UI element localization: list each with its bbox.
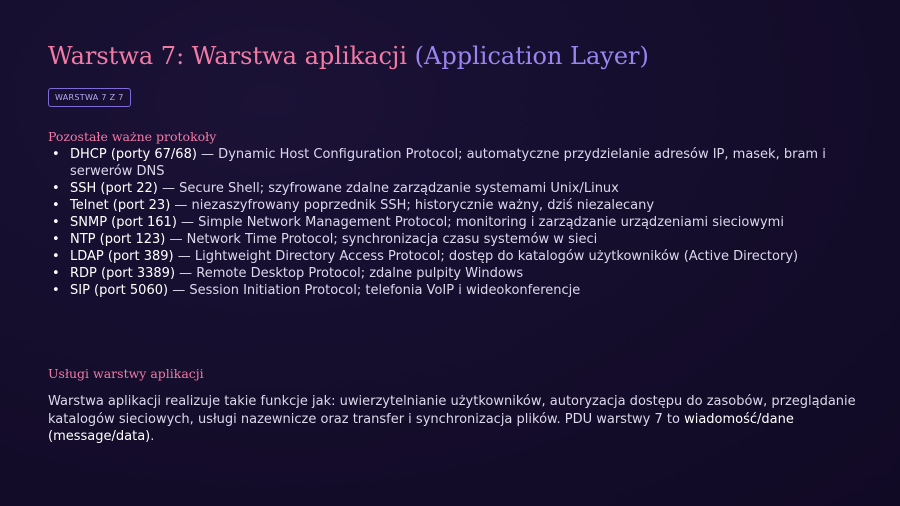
list-item	[48, 146, 858, 180]
services-text: Warstwa aplikacji realizuje takie funkcje jak: uwierzytelnianie użytkowników, autoryzacja dostępu do zasobów, przeglądanie katalogów sieciowych, usługi nazewnicze oraz transfer i synchronizacja plików. PDU warstwy 7 to	[48, 394, 856, 427]
protocol-name: Telnet (port 23)	[70, 198, 171, 213]
protocol-name: SNMP (port 161)	[70, 215, 177, 230]
list-item	[48, 180, 858, 197]
protocol-name: DHCP (porty 67/68)	[70, 147, 197, 162]
bullet-icon: •	[52, 198, 60, 213]
list-item	[48, 231, 858, 248]
bullet-icon: •	[52, 249, 60, 264]
protocol-list	[48, 146, 858, 299]
list-item	[48, 197, 858, 214]
protocol-description: — Dynamic Host Configuration Protocol; automatyczne przydzielanie adresów IP, masek, bram i serwerów DNS	[70, 147, 826, 179]
list-item	[48, 282, 858, 299]
bullet-icon: •	[52, 283, 60, 298]
protocols-heading: Pozostałe ważne protokoły	[48, 129, 217, 144]
bullet-icon: •	[52, 232, 60, 247]
slide-title	[48, 40, 649, 72]
protocol-name: SIP (port 5060)	[70, 283, 169, 298]
protocol-name: RDP (port 3389)	[70, 266, 176, 281]
title-main: Warstwa 7: Warstwa aplikacji	[48, 42, 408, 70]
protocol-name: NTP (port 123)	[70, 232, 166, 247]
protocol-name: LDAP (port 389)	[70, 249, 174, 264]
protocol-description: — niezaszyfrowany poprzednik SSH; historycznie ważny, dziś niezalecany	[170, 198, 655, 213]
bullet-icon: •	[52, 147, 60, 162]
list-item	[48, 265, 858, 282]
protocol-description: — Session Initiation Protocol; telefonia VoIP i wideokonferencje	[168, 283, 581, 298]
services-paragraph	[48, 393, 858, 446]
protocol-description: — Lightweight Directory Access Protocol; dostęp do katalogów użytkowników (Active Directory)	[173, 249, 799, 264]
protocol-description: — Simple Network Management Protocol; monitoring i zarządzanie urządzeniami sieciowymi	[176, 215, 784, 230]
title-english: (Application Layer)	[414, 42, 649, 70]
bullet-icon: •	[52, 181, 60, 196]
protocol-description: — Network Time Protocol; synchronizacja czasu systemów w sieci	[165, 232, 598, 247]
bullet-icon: •	[52, 266, 60, 281]
services-heading: Usługi warstwy aplikacji	[48, 366, 204, 381]
bullet-icon: •	[52, 215, 60, 230]
pdu-term: wiadomość/dane (message/data)	[48, 411, 794, 444]
protocol-description: — Remote Desktop Protocol; zdalne pulpity Windows	[175, 266, 524, 281]
list-item	[48, 214, 858, 231]
list-item	[48, 248, 858, 265]
protocol-description: — Secure Shell; szyfrowane zdalne zarządzanie systemami Unix/Linux	[157, 181, 619, 196]
layer-badge: WARSTWA 7 Z 7	[48, 88, 131, 107]
protocol-name: SSH (port 22)	[70, 181, 158, 196]
services-text-end: .	[150, 429, 155, 444]
